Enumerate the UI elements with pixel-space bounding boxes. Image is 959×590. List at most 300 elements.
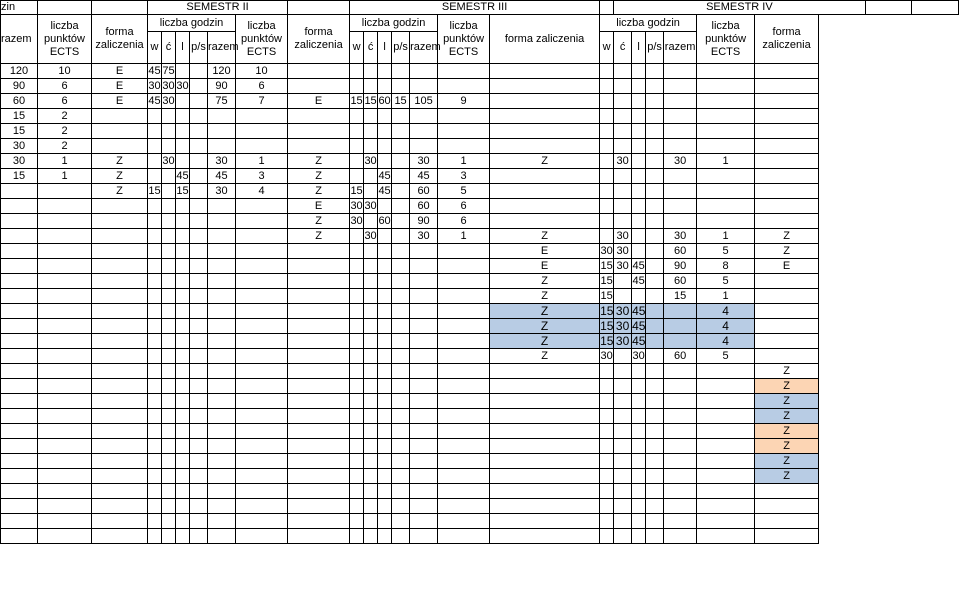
table-cell[interactable] — [632, 214, 646, 229]
table-cell[interactable] — [190, 94, 208, 109]
table-cell[interactable] — [755, 139, 819, 154]
table-cell[interactable]: Z — [755, 244, 819, 259]
table-cell[interactable] — [190, 424, 208, 439]
table-cell[interactable] — [236, 379, 288, 394]
table-cell[interactable]: 45 — [148, 64, 161, 77]
table-cell[interactable] — [697, 454, 755, 469]
table-cell[interactable] — [392, 244, 410, 259]
table-cell[interactable] — [190, 439, 208, 454]
table-cell[interactable] — [600, 484, 614, 499]
table-cell[interactable] — [148, 214, 162, 229]
table-cell[interactable] — [208, 499, 236, 514]
table-cell[interactable] — [410, 514, 438, 529]
table-cell[interactable] — [438, 439, 490, 454]
table-cell[interactable] — [350, 364, 364, 379]
table-cell[interactable] — [190, 109, 208, 124]
table-cell[interactable] — [646, 289, 664, 304]
table-cell[interactable] — [614, 139, 632, 154]
table-cell[interactable] — [438, 79, 490, 94]
table-cell[interactable]: Z — [755, 229, 819, 244]
table-cell[interactable] — [190, 229, 208, 244]
table-cell[interactable] — [392, 379, 410, 394]
table-cell[interactable]: 120 — [1, 64, 38, 79]
table-cell[interactable] — [410, 259, 438, 274]
table-cell[interactable] — [288, 529, 350, 544]
table-cell[interactable] — [92, 304, 148, 319]
table-cell[interactable] — [600, 229, 614, 244]
table-cell[interactable] — [755, 79, 819, 94]
table-cell[interactable]: 1 — [697, 229, 755, 244]
table-cell[interactable] — [614, 394, 632, 409]
table-cell[interactable] — [410, 364, 438, 379]
table-cell[interactable] — [600, 94, 614, 109]
table-cell[interactable]: Z — [288, 229, 350, 244]
table-cell[interactable] — [190, 469, 208, 484]
table-cell[interactable] — [38, 409, 92, 424]
table-cell[interactable] — [490, 469, 600, 484]
table-cell[interactable] — [755, 154, 819, 169]
table-cell[interactable] — [632, 184, 646, 199]
table-cell[interactable] — [236, 334, 288, 349]
table-cell[interactable] — [190, 364, 208, 379]
table-cell[interactable]: 3 — [236, 169, 288, 184]
table-cell[interactable] — [190, 214, 208, 229]
table-cell[interactable] — [208, 289, 236, 304]
table-cell[interactable] — [148, 289, 162, 304]
table-cell[interactable] — [438, 244, 490, 259]
table-cell[interactable] — [92, 499, 148, 514]
table-cell[interactable]: 45 — [632, 259, 645, 272]
table-cell[interactable] — [190, 304, 208, 319]
table-cell[interactable]: Z — [92, 169, 148, 184]
table-cell[interactable] — [600, 109, 614, 124]
table-cell[interactable] — [490, 439, 600, 454]
table-cell[interactable] — [392, 289, 410, 304]
table-cell[interactable] — [438, 109, 490, 124]
table-cell[interactable] — [350, 109, 364, 124]
table-cell[interactable] — [162, 499, 176, 514]
table-cell[interactable] — [190, 199, 208, 214]
table-cell[interactable]: 75 — [162, 64, 175, 77]
table-cell[interactable] — [38, 529, 92, 544]
table-cell[interactable] — [176, 424, 190, 439]
table-cell[interactable] — [288, 394, 350, 409]
table-cell[interactable] — [378, 484, 392, 499]
table-cell[interactable] — [236, 394, 288, 409]
table-cell[interactable] — [190, 64, 208, 79]
table-cell[interactable] — [148, 499, 162, 514]
table-cell[interactable]: 5 — [697, 244, 755, 259]
table-cell[interactable] — [148, 199, 162, 214]
table-cell[interactable] — [176, 394, 190, 409]
table-cell[interactable]: 4 — [697, 304, 755, 319]
table-cell[interactable] — [1, 199, 38, 214]
table-cell[interactable] — [364, 394, 378, 409]
table-cell[interactable] — [176, 349, 190, 364]
table-cell[interactable] — [614, 124, 632, 139]
table-cell[interactable] — [378, 304, 392, 319]
table-cell[interactable] — [410, 484, 438, 499]
table-cell[interactable] — [364, 64, 378, 79]
table-cell[interactable] — [755, 94, 819, 109]
table-cell[interactable] — [632, 199, 646, 214]
table-cell[interactable] — [148, 259, 162, 274]
table-cell[interactable] — [350, 439, 364, 454]
table-cell[interactable] — [162, 109, 176, 124]
table-cell[interactable] — [236, 124, 288, 139]
table-cell[interactable] — [288, 304, 350, 319]
table-cell[interactable] — [176, 409, 190, 424]
table-cell[interactable] — [350, 154, 364, 169]
table-cell[interactable] — [646, 244, 664, 259]
table-cell[interactable] — [1, 289, 38, 304]
table-cell[interactable] — [190, 319, 208, 334]
table-cell[interactable]: 15 — [176, 184, 189, 197]
table-cell[interactable]: 15 — [600, 318, 614, 333]
table-cell[interactable] — [190, 529, 208, 544]
table-cell[interactable] — [632, 94, 646, 109]
table-cell[interactable] — [92, 274, 148, 289]
table-cell[interactable] — [364, 484, 378, 499]
table-cell[interactable]: 45 — [632, 303, 646, 318]
table-cell[interactable] — [38, 424, 92, 439]
table-cell[interactable] — [162, 304, 176, 319]
table-cell[interactable] — [208, 259, 236, 274]
table-cell[interactable]: 15 — [350, 94, 363, 107]
table-cell[interactable] — [190, 514, 208, 529]
table-cell[interactable] — [378, 199, 392, 214]
table-cell[interactable] — [600, 169, 614, 184]
table-cell[interactable] — [350, 64, 364, 79]
table-cell[interactable]: E — [288, 94, 350, 109]
table-cell[interactable] — [392, 184, 410, 199]
table-cell[interactable] — [490, 529, 600, 544]
table-cell[interactable] — [1, 499, 38, 514]
table-cell[interactable] — [190, 379, 208, 394]
table-cell[interactable] — [664, 334, 697, 349]
table-cell[interactable]: 1 — [38, 169, 92, 184]
table-cell[interactable] — [632, 424, 646, 439]
table-cell[interactable]: 15 — [664, 289, 697, 304]
table-cell[interactable] — [38, 484, 92, 499]
table-cell[interactable] — [632, 484, 646, 499]
table-cell[interactable] — [410, 439, 438, 454]
table-cell[interactable]: Z — [755, 379, 819, 394]
table-cell[interactable] — [176, 364, 190, 379]
table-cell[interactable] — [92, 529, 148, 544]
table-cell[interactable] — [350, 379, 364, 394]
table-cell[interactable] — [614, 184, 632, 199]
table-cell[interactable] — [438, 139, 490, 154]
table-cell[interactable] — [162, 184, 176, 199]
table-cell[interactable] — [350, 169, 364, 184]
table-cell[interactable] — [364, 469, 378, 484]
table-cell[interactable] — [176, 529, 190, 544]
table-cell[interactable]: 30 — [410, 229, 438, 244]
table-cell[interactable] — [92, 139, 148, 154]
table-cell[interactable] — [600, 124, 614, 139]
table-cell[interactable] — [490, 139, 600, 154]
table-cell[interactable] — [190, 454, 208, 469]
table-cell[interactable] — [288, 334, 350, 349]
table-cell[interactable] — [614, 484, 632, 499]
table-cell[interactable] — [600, 199, 614, 214]
table-cell[interactable] — [148, 169, 162, 184]
table-cell[interactable] — [438, 259, 490, 274]
table-cell[interactable] — [392, 319, 410, 334]
table-cell[interactable] — [600, 79, 614, 94]
table-cell[interactable] — [646, 394, 664, 409]
table-cell[interactable] — [288, 139, 350, 154]
table-cell[interactable] — [664, 199, 697, 214]
table-cell[interactable] — [288, 274, 350, 289]
table-cell[interactable] — [392, 529, 410, 544]
table-cell[interactable] — [600, 469, 614, 484]
table-cell[interactable] — [697, 394, 755, 409]
table-cell[interactable] — [236, 289, 288, 304]
table-cell[interactable] — [490, 484, 600, 499]
table-cell[interactable] — [364, 439, 378, 454]
table-cell[interactable]: E — [755, 259, 819, 274]
table-cell[interactable] — [614, 274, 632, 289]
table-cell[interactable] — [378, 409, 392, 424]
table-cell[interactable] — [148, 139, 162, 154]
table-cell[interactable] — [600, 379, 614, 394]
table-cell[interactable] — [236, 109, 288, 124]
table-cell[interactable]: 30 — [208, 154, 236, 169]
table-cell[interactable]: 6 — [236, 79, 288, 94]
table-cell[interactable]: 45 — [208, 169, 236, 184]
table-cell[interactable] — [392, 499, 410, 514]
table-cell[interactable] — [162, 424, 176, 439]
table-cell[interactable] — [614, 499, 632, 514]
table-cell[interactable] — [600, 409, 614, 424]
table-cell[interactable] — [410, 409, 438, 424]
table-cell[interactable] — [38, 469, 92, 484]
table-cell[interactable] — [664, 379, 697, 394]
table-cell[interactable]: 60 — [410, 184, 438, 199]
table-cell[interactable] — [350, 304, 364, 319]
table-cell[interactable] — [176, 484, 190, 499]
table-cell[interactable] — [410, 319, 438, 334]
table-cell[interactable]: 120 — [208, 64, 236, 79]
table-cell[interactable] — [208, 139, 236, 154]
table-cell[interactable] — [1, 454, 38, 469]
table-cell[interactable] — [350, 244, 364, 259]
table-cell[interactable] — [92, 394, 148, 409]
table-cell[interactable] — [236, 454, 288, 469]
table-cell[interactable] — [664, 214, 697, 229]
table-cell[interactable]: 45 — [148, 94, 161, 107]
table-cell[interactable] — [378, 469, 392, 484]
table-cell[interactable] — [350, 349, 364, 364]
table-cell[interactable] — [646, 529, 664, 544]
table-cell[interactable]: Z — [755, 364, 819, 379]
table-cell[interactable] — [755, 289, 819, 304]
table-cell[interactable] — [162, 289, 176, 304]
table-cell[interactable] — [208, 529, 236, 544]
table-cell[interactable] — [632, 499, 646, 514]
table-cell[interactable] — [92, 484, 148, 499]
table-cell[interactable] — [208, 439, 236, 454]
table-cell[interactable] — [646, 139, 664, 154]
table-cell[interactable] — [148, 304, 162, 319]
table-cell[interactable] — [697, 139, 755, 154]
table-cell[interactable] — [236, 229, 288, 244]
table-cell[interactable] — [208, 124, 236, 139]
table-cell[interactable] — [438, 334, 490, 349]
table-cell[interactable] — [162, 409, 176, 424]
table-cell[interactable] — [1, 214, 38, 229]
table-cell[interactable] — [1, 184, 38, 199]
table-cell[interactable] — [755, 184, 819, 199]
table-cell[interactable]: 30 — [364, 154, 377, 167]
table-cell[interactable] — [236, 514, 288, 529]
table-cell[interactable] — [614, 379, 632, 394]
table-cell[interactable] — [410, 79, 438, 94]
table-cell[interactable] — [646, 364, 664, 379]
table-cell[interactable] — [190, 79, 208, 94]
table-cell[interactable] — [1, 229, 38, 244]
table-cell[interactable] — [646, 514, 664, 529]
table-cell[interactable] — [38, 304, 92, 319]
table-cell[interactable] — [162, 469, 176, 484]
table-cell[interactable] — [410, 109, 438, 124]
table-cell[interactable] — [364, 184, 378, 199]
table-cell[interactable] — [38, 259, 92, 274]
table-cell[interactable] — [392, 349, 410, 364]
table-cell[interactable] — [162, 394, 176, 409]
table-cell[interactable] — [1, 274, 38, 289]
table-cell[interactable] — [236, 259, 288, 274]
table-cell[interactable]: 90 — [410, 214, 438, 229]
table-cell[interactable] — [162, 139, 176, 154]
table-cell[interactable] — [392, 229, 410, 244]
table-cell[interactable] — [190, 139, 208, 154]
table-cell[interactable] — [176, 454, 190, 469]
table-cell[interactable]: 60 — [1, 94, 38, 109]
table-cell[interactable] — [438, 394, 490, 409]
table-cell[interactable] — [190, 184, 208, 199]
table-cell[interactable]: 15 — [1, 169, 38, 184]
table-cell[interactable] — [490, 214, 600, 229]
table-cell[interactable] — [438, 424, 490, 439]
table-cell[interactable] — [392, 259, 410, 274]
table-cell[interactable] — [438, 379, 490, 394]
table-cell[interactable]: 9 — [438, 94, 490, 109]
table-cell[interactable] — [92, 229, 148, 244]
table-cell[interactable] — [350, 499, 364, 514]
table-cell[interactable] — [190, 169, 208, 184]
table-cell[interactable] — [162, 439, 176, 454]
table-cell[interactable] — [236, 424, 288, 439]
table-cell[interactable] — [1, 424, 38, 439]
table-cell[interactable] — [1, 349, 38, 364]
table-cell[interactable]: 30 — [364, 199, 377, 212]
table-cell[interactable] — [236, 319, 288, 334]
table-cell[interactable] — [664, 64, 697, 79]
table-cell[interactable] — [632, 454, 646, 469]
table-cell[interactable] — [148, 364, 162, 379]
table-cell[interactable]: 15 — [600, 259, 613, 272]
table-cell[interactable] — [392, 139, 410, 154]
table-cell[interactable] — [755, 124, 819, 139]
table-cell[interactable]: 2 — [38, 124, 92, 139]
table-cell[interactable] — [490, 64, 600, 79]
table-cell[interactable] — [378, 124, 392, 139]
table-cell[interactable] — [490, 454, 600, 469]
table-cell[interactable] — [755, 304, 819, 319]
table-cell[interactable] — [646, 469, 664, 484]
table-cell[interactable] — [664, 454, 697, 469]
table-cell[interactable] — [490, 94, 600, 109]
table-cell[interactable] — [176, 259, 190, 274]
table-cell[interactable] — [378, 259, 392, 274]
table-cell[interactable] — [236, 529, 288, 544]
table-cell[interactable] — [614, 349, 632, 364]
table-cell[interactable] — [208, 334, 236, 349]
table-cell[interactable]: 5 — [697, 274, 755, 289]
table-cell[interactable] — [664, 139, 697, 154]
table-cell[interactable] — [92, 409, 148, 424]
table-cell[interactable] — [410, 454, 438, 469]
table-cell[interactable] — [148, 154, 162, 169]
table-cell[interactable] — [288, 124, 350, 139]
table-cell[interactable] — [236, 469, 288, 484]
table-cell[interactable] — [646, 499, 664, 514]
table-cell[interactable]: E — [288, 199, 350, 214]
table-cell[interactable] — [190, 289, 208, 304]
table-cell[interactable] — [288, 364, 350, 379]
table-cell[interactable] — [350, 529, 364, 544]
table-cell[interactable] — [378, 109, 392, 124]
table-cell[interactable] — [755, 514, 819, 529]
table-cell[interactable] — [148, 454, 162, 469]
table-cell[interactable] — [176, 124, 190, 139]
table-cell[interactable] — [614, 529, 632, 544]
table-cell[interactable]: Z — [288, 184, 350, 199]
table-cell[interactable] — [364, 244, 378, 259]
table-cell[interactable] — [288, 319, 350, 334]
table-cell[interactable] — [410, 124, 438, 139]
table-cell[interactable] — [350, 484, 364, 499]
table-cell[interactable] — [148, 274, 162, 289]
table-cell[interactable]: Z — [490, 319, 600, 334]
table-cell[interactable] — [632, 514, 646, 529]
table-cell[interactable] — [410, 469, 438, 484]
table-cell[interactable] — [92, 319, 148, 334]
table-cell[interactable]: 90 — [208, 79, 236, 94]
table-cell[interactable] — [646, 379, 664, 394]
table-cell[interactable] — [378, 529, 392, 544]
table-cell[interactable] — [614, 169, 632, 184]
table-cell[interactable] — [664, 319, 697, 334]
table-cell[interactable] — [378, 319, 392, 334]
table-cell[interactable] — [378, 499, 392, 514]
table-cell[interactable] — [208, 514, 236, 529]
table-cell[interactable] — [38, 514, 92, 529]
table-cell[interactable] — [208, 319, 236, 334]
table-cell[interactable] — [646, 169, 664, 184]
table-cell[interactable] — [697, 214, 755, 229]
table-cell[interactable] — [600, 154, 614, 169]
table-cell[interactable] — [664, 529, 697, 544]
table-cell[interactable] — [632, 169, 646, 184]
table-cell[interactable] — [288, 439, 350, 454]
table-cell[interactable] — [378, 379, 392, 394]
table-cell[interactable] — [364, 499, 378, 514]
table-cell[interactable] — [378, 334, 392, 349]
